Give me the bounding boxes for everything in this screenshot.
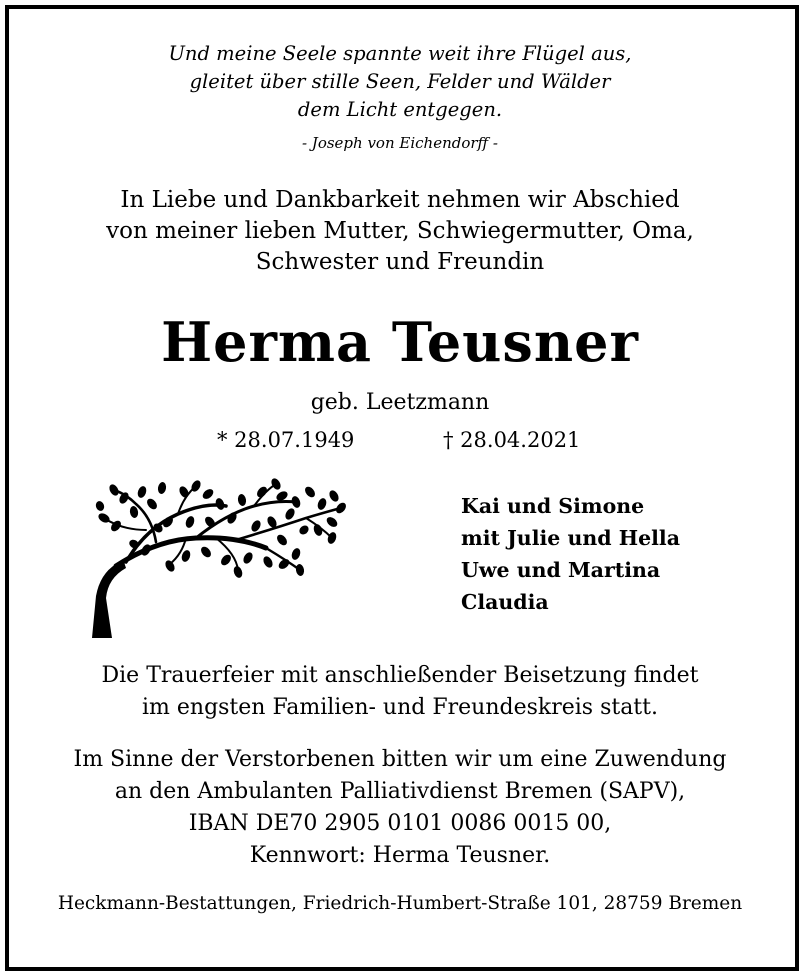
family-line: Uwe und Martina (461, 558, 661, 582)
maiden-name: geb. Leetzmann (310, 390, 490, 415)
family-line: Claudia (461, 590, 549, 614)
poem-line: Und meine Seele spannte weit ihre Flügel aus, (168, 42, 632, 65)
donation-keyword: Kennwort: Herma Teusner. (249, 843, 551, 868)
family-line: Kai und Simone (461, 494, 645, 518)
tree-silhouette-icon (86, 478, 348, 640)
birth-date: * 28.07.1949 (217, 428, 355, 452)
funeral-home-footer: Heckmann-Bestattungen, Friedrich-Humbert-Straße 101, 28759 Bremen (57, 893, 743, 914)
donation-line: an den Ambulanten Palliativdienst Bremen (SAPV), (114, 779, 686, 804)
donation-iban: IBAN DE70 2905 0101 0086 0015 00, (188, 811, 612, 836)
family-line: mit Julie und Hella (461, 526, 680, 550)
intro-line: von meiner lieben Mutter, Schwiegermutter, Oma, (106, 218, 694, 244)
donation-info (0, 744, 800, 872)
deceased-name: Herma Teusner (161, 310, 639, 374)
poem-line: dem Licht entgegen. (297, 98, 503, 121)
poem-quote (0, 40, 800, 124)
service-line: im engsten Familien- und Freundeskreis statt. (141, 695, 658, 720)
donation-line: Im Sinne der Verstorbenen bitten wir um eine Zuwendung (73, 747, 727, 772)
poem-author: - Joseph von Eichendorff - (301, 134, 499, 152)
family-signatures (461, 490, 680, 618)
service-line: Die Trauerfeier mit anschließender Beisetzung findet (101, 663, 699, 688)
intro-text (0, 185, 800, 278)
intro-line: In Liebe und Dankbarkeit nehmen wir Abschied (120, 187, 680, 213)
service-info (0, 660, 800, 724)
death-date: † 28.04.2021 (443, 428, 581, 452)
poem-line: gleitet über stille Seen, Felder und Wälder (189, 70, 611, 93)
intro-line: Schwester und Freundin (255, 249, 545, 275)
